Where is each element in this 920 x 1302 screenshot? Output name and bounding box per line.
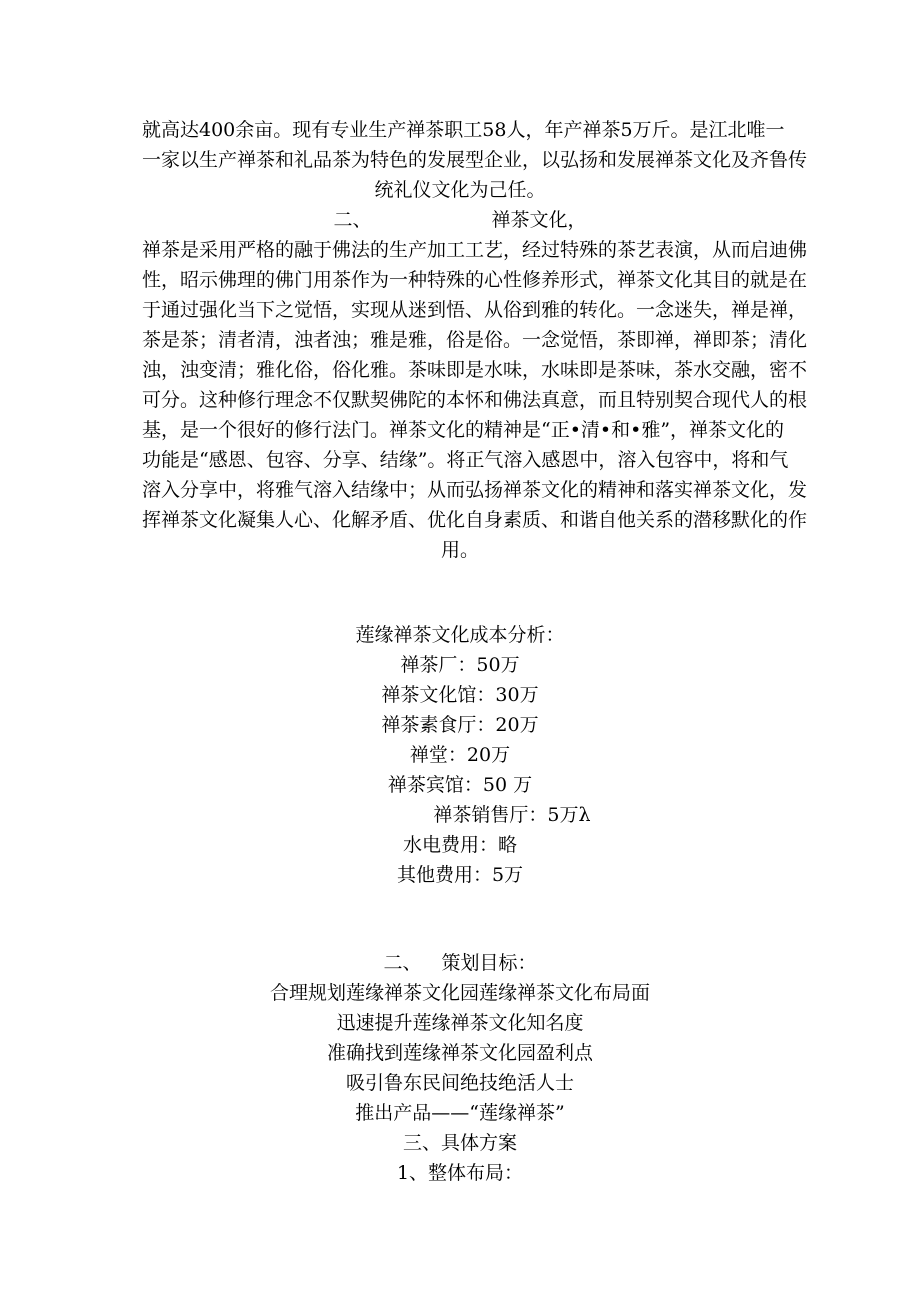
section-culture-heading	[0, 205, 920, 235]
culture-line-3: 于通过强化当下之觉悟，实现从迷到悟、从俗到雅的转化。一念迷失，禅是禅，	[142, 299, 808, 321]
cost-item: 禅茶文化馆：30万	[381, 684, 539, 706]
cost-item: 其他费用：5万	[396, 864, 524, 886]
culture-line-1: 禅茶是采用严格的融于佛法的生产加工工艺，经过特殊的茶艺表演，从而启迪佛	[142, 239, 808, 261]
culture-line-2: 性，昭示佛理的佛门用茶作为一种特殊的心性修养形式，禅茶文化其目的就是在	[142, 269, 808, 291]
culture-line-9: 溶入分享中，将雅气溶入结缘中；从而弘扬禅茶文化的精神和落实禅茶文化，发	[142, 479, 808, 501]
cost-title: 莲缘禅茶文化成本分析：	[355, 624, 565, 646]
intro-line-1: 就高达400余亩。现有专业生产禅茶职工58人，年产禅茶5万斤。是江北唯一	[142, 119, 785, 141]
goals-number: 二、	[383, 952, 422, 974]
culture-line-11: 用。	[440, 539, 479, 561]
culture-line-4: 茶是茶；清者清，浊者浊；雅是雅，俗是俗。一念觉悟，茶即禅，禅即茶；清化	[142, 329, 808, 351]
section-culture-title: 禅茶文化，	[491, 209, 587, 231]
cost-item: 禅茶宾馆：50 万	[387, 774, 533, 796]
goal-item: 合理规划莲缘禅茶文化园莲缘禅茶文化布局面	[269, 982, 650, 1004]
culture-line-10: 挥禅茶文化凝集人心、化解矛盾、优化自身素质、和谐自他关系的潜移默化的作	[142, 509, 808, 531]
plan-subtitle: 1、整体布局：	[396, 1162, 524, 1184]
cost-item: 禅茶素食厅：20万	[381, 714, 539, 736]
culture-line-5: 浊，浊变清；雅化俗，俗化雅。茶味即是水味，水味即是茶味，茶水交融，密不	[142, 359, 808, 381]
culture-line-6: 可分。这种修行理念不仅默契佛陀的本怀和佛法真意，而且特别契合现代人的根	[142, 389, 808, 411]
cost-item: 禅茶销售厅：5万λ	[433, 804, 591, 826]
goals-title: 策划目标：	[441, 952, 537, 974]
plan-title: 三、具体方案	[402, 1132, 517, 1154]
goal-item: 迅速提升莲缘禅茶文化知名度	[336, 1012, 584, 1034]
goal-item: 吸引鲁东民间绝技绝活人士	[345, 1072, 574, 1094]
cost-item: 禅堂：20万	[409, 744, 511, 766]
cost-item: 禅茶厂：50万	[400, 654, 520, 676]
goals-heading	[0, 948, 920, 978]
goal-item: 推出产品——“莲缘禅茶”	[355, 1102, 565, 1124]
intro-line-2: 一家以生产禅茶和礼品茶为特色的发展型企业，以弘扬和发展禅茶文化及齐鲁传	[142, 149, 808, 171]
intro-line-3: 统礼仪文化为己任。	[374, 179, 546, 201]
goal-item: 准确找到莲缘禅茶文化园盈利点	[326, 1042, 593, 1064]
cost-item: 水电费用：略	[402, 834, 517, 856]
culture-line-8: 功能是“感恩、包容、分享、结缘”。将正气溶入感恩中，溶入包容中，将和气	[142, 449, 789, 471]
section-culture-number: 二、	[333, 209, 372, 231]
culture-line-7: 基，是一个很好的修行法门。禅茶文化的精神是“正•清•和•雅”，禅茶文化的	[142, 419, 785, 441]
